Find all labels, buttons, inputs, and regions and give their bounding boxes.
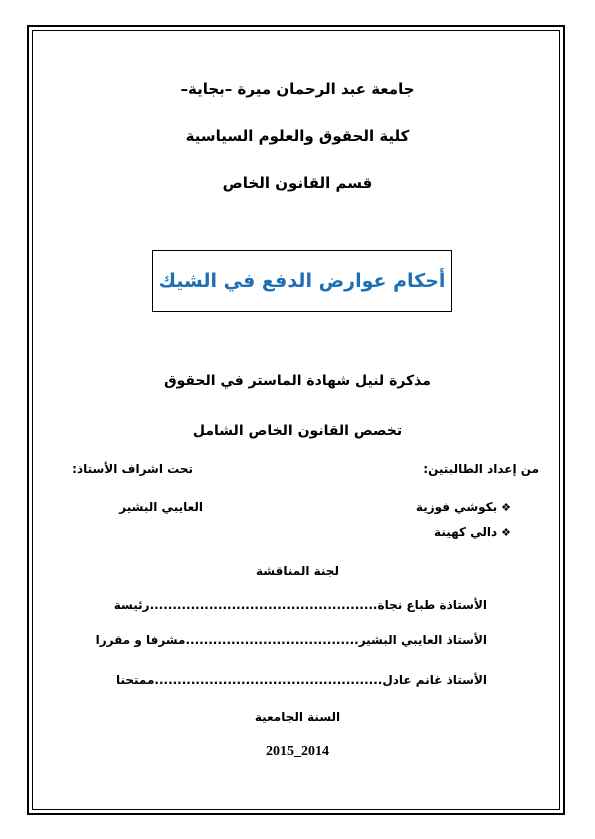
committee-title: لجنة المناقشة — [256, 564, 339, 578]
academic-year-value: 2015_2014 — [266, 744, 329, 759]
thesis-title-box — [152, 250, 452, 312]
supervision-label: تحت اشراف الأستاذ: — [72, 462, 193, 476]
degree-line: مذكرة لنيل شهادة الماستر في الحقوق — [164, 373, 431, 389]
specialty-line: تخصص القانون الخاص الشامل — [192, 423, 403, 439]
university-name: جامعة عبد الرحمان ميرة –بجاية– — [180, 80, 415, 98]
department-name: قسم القانون الخاص — [222, 174, 373, 192]
committee-member-2: الأستاذ العايبي البشير......................................مشرفا و مقررا — [95, 633, 487, 647]
supervisor-name: العايبي البشير — [119, 500, 203, 514]
committee-member-1: الأستاذة طباع نجاة..................................................رئيسة — [113, 598, 487, 612]
faculty-name: كلية الحقوق والعلوم السياسية — [185, 127, 410, 145]
academic-year-label: السنة الجامعية — [254, 710, 341, 724]
diamond-bullet-icon: ❖ — [501, 526, 511, 539]
prepared-by-label: من إعداد الطالبتين: — [423, 462, 539, 476]
committee-member-3: الأستاذ غانم عادل..................................................ممتحنا — [115, 673, 487, 687]
diamond-bullet-icon: ❖ — [501, 501, 511, 514]
student-2: ❖دالي كهينة — [434, 525, 511, 539]
thesis-title: أحكام عوارض الدفع في الشيك — [158, 270, 446, 292]
student-1: ❖بكوشي فوزية — [415, 500, 511, 514]
page-border-inner — [32, 30, 560, 810]
